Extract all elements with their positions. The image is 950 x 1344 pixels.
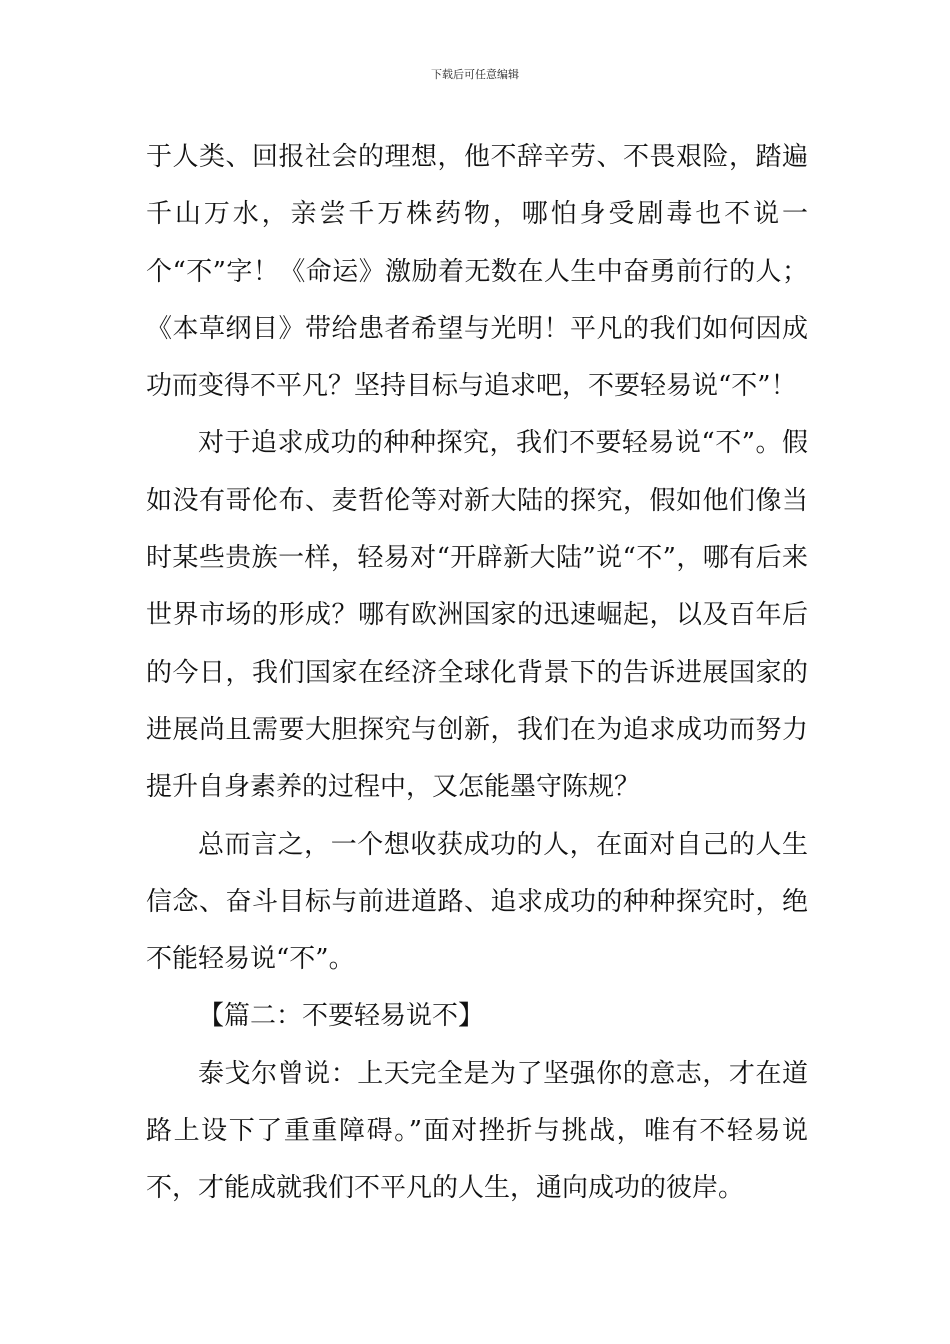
paragraph-continuation: 于人类、回报社会的理想，他不辞辛劳、不畏艰险，踏遍千山万水，亲尝千万株药物，哪怕身受剧毒也不说一个“不”字！《命运》激励着无数在人生中奋勇前行的人；《本草纲目》带给患者希望与光明！平凡的我们如何因成功而变得不平凡？坚持目标与追求吧，不要轻易说“不”！ (146, 142, 808, 402)
document-body (146, 129, 808, 1218)
section-heading: 【篇二：不要轻易说不】 (198, 1001, 485, 1032)
paragraph-tagore-quote: 泰戈尔曾说：上天完全是为了坚强你的意志，才在道路上设下了重重障碍。”面对挫折与挑战，唯有不轻易说不，才能成就我们不平凡的人生，通向成功的彼岸。 (146, 1058, 808, 1204)
paragraph-exploration: 对于追求成功的种种探究，我们不要轻易说“不”。假如没有哥伦布、麦哲伦等对新大陆的探究，假如他们像当时某些贵族一样，轻易对“开辟新大陆”说“不”，哪有后来世界市场的形成？哪有欧洲国家的迅速崛起，以及百年后的今日，我们国家在经济全球化背景下的告诉进展国家的进展尚且需要大胆探究与创新，我们在为追求成功而努力提升自身素养的过程中，又怎能墨守陈规？ (146, 428, 808, 803)
page-header-note: 下载后可任意编辑 (431, 68, 519, 81)
paragraph-conclusion: 总而言之，一个想收获成功的人，在面对自己的人生信念、奋斗目标与前进道路、追求成功的种种探究时，绝不能轻易说“不”。 (146, 829, 808, 975)
